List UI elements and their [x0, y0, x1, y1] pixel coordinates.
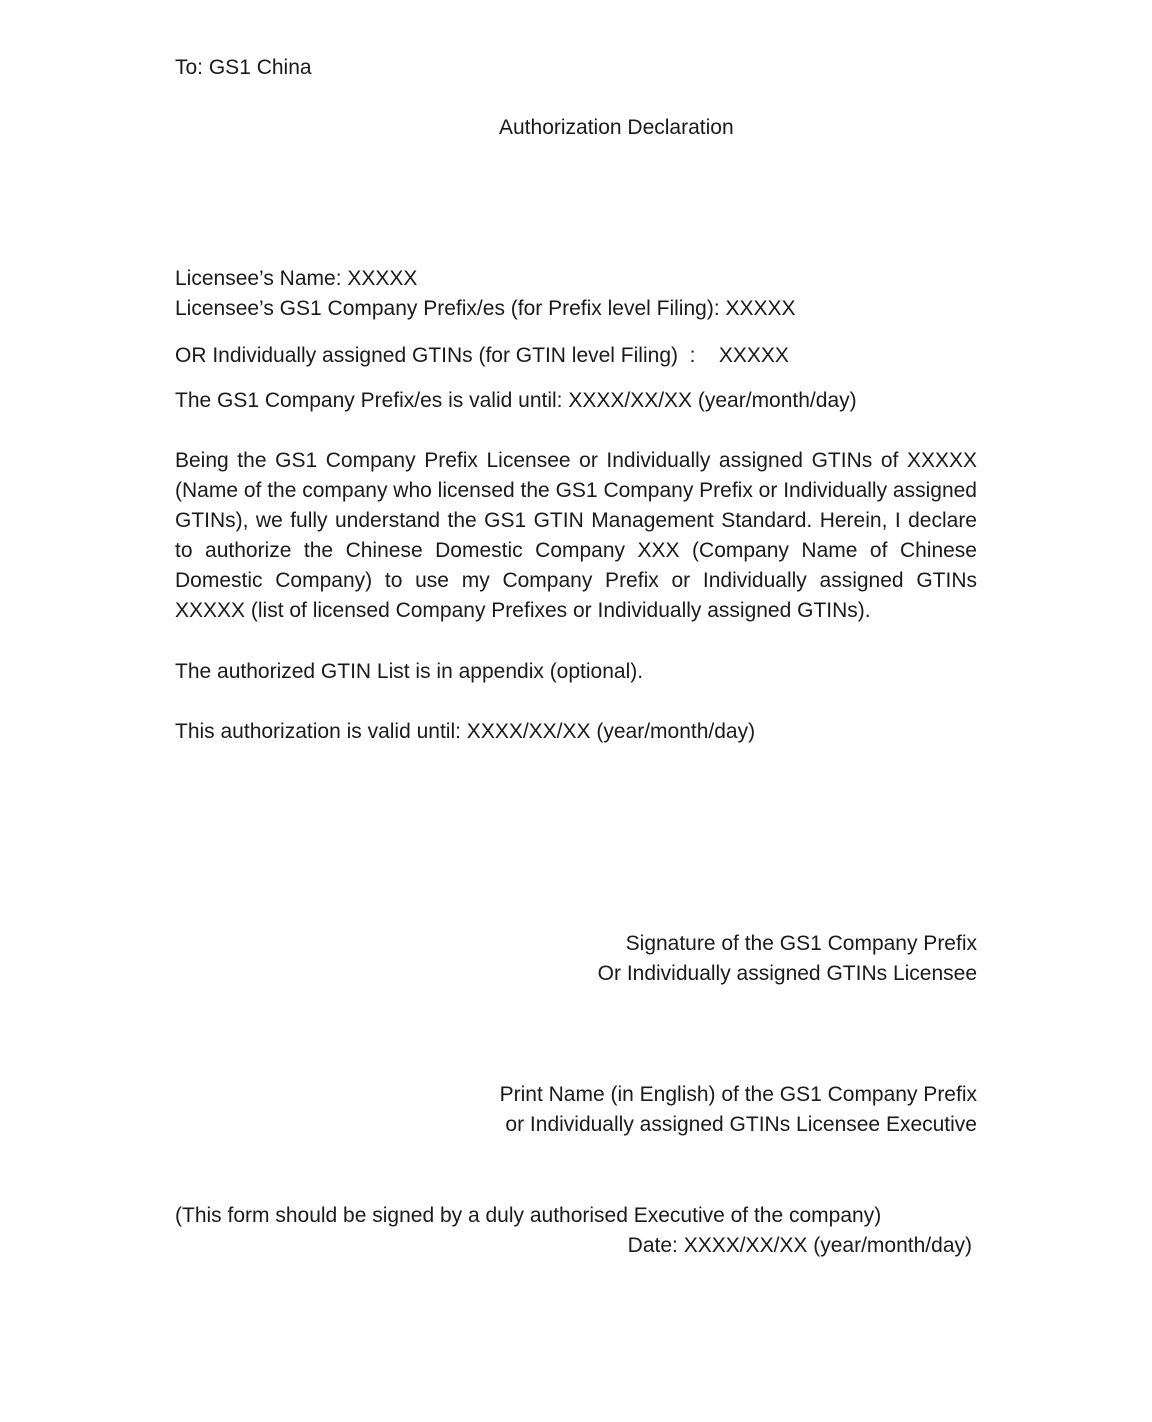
- company-prefix-field: Licensee’s GS1 Company Prefix/es (for Prefix level Filing): XXXXX: [175, 297, 796, 320]
- authorization-valid-until: This authorization is valid until: XXXX/XX/XX (year/month/day): [175, 720, 756, 743]
- individual-gtins-field: OR Individually assigned GTINs (for GTIN level Filing) : XXXXX: [175, 344, 789, 367]
- signature-label-line2: Or Individually assigned GTINs Licensee: [597, 962, 977, 985]
- document-title: Authorization Declaration: [499, 116, 734, 139]
- signature-label-line1: Signature of the GS1 Company Prefix: [625, 932, 977, 955]
- prefix-valid-until-field: The GS1 Company Prefix/es is valid until: XXXX/XX/XX (year/month/day): [175, 389, 857, 412]
- footer-note: (This form should be signed by a duly authorised Executive of the company): [175, 1204, 882, 1227]
- print-name-label-line1: Print Name (in English) of the GS1 Company Prefix: [499, 1083, 977, 1106]
- licensee-name-field: Licensee’s Name: XXXXX: [175, 267, 418, 290]
- print-name-label-line2: or Individually assigned GTINs Licensee Executive: [505, 1113, 977, 1136]
- recipient-line: To: GS1 China: [175, 56, 312, 79]
- footer-date: Date: XXXX/XX/XX (year/month/day): [627, 1234, 972, 1257]
- declaration-paragraph: Being the GS1 Company Prefix Licensee or Individually assigned GTINs of XXXXX (Name of the company who licensed the GS1 Company Prefix or Individually assigned GTINs), we fully understand the GS1 GTIN Management Standard. Herein, I declare to authorize the Chinese Domestic Company XXX (Company Name of Chinese Domestic Company) to use my Company Prefix or Individually assigned GTINs XXXXX (list of licensed Company Prefixes or Individually assigned GTINs).: [175, 449, 977, 622]
- appendix-note: The authorized GTIN List is in appendix (optional).: [175, 660, 644, 683]
